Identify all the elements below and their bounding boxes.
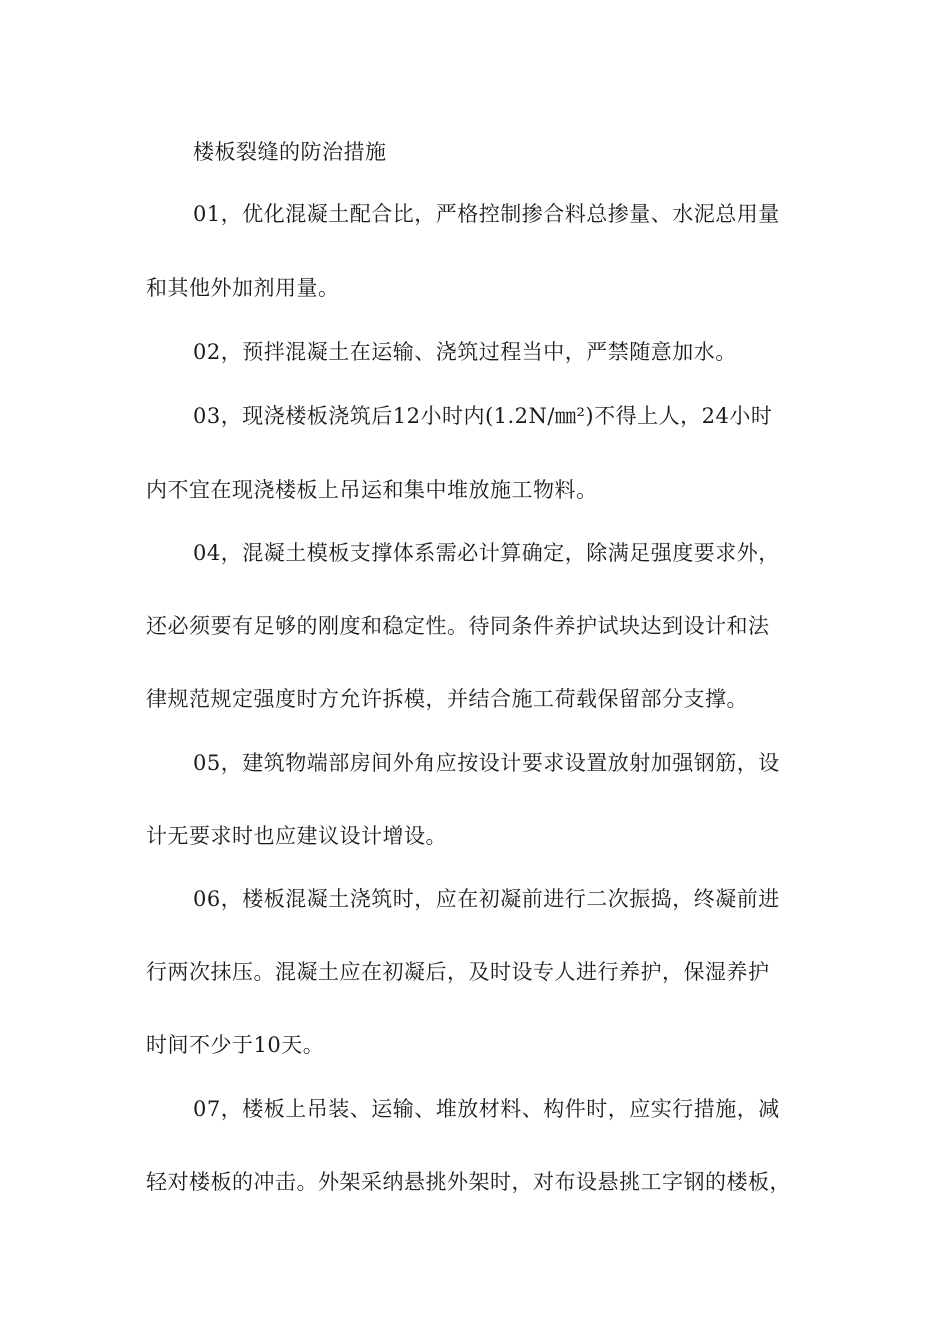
paragraph-line: 行两次抹压。混凝土应在初凝后，及时设专人进行养护，保湿养护 bbox=[146, 960, 770, 984]
paragraph-line: 01，优化混凝土配合比，严格控制掺合料总掺量、水泥总用量 bbox=[193, 202, 780, 226]
paragraph-line: 03，现浇楼板浇筑后12小时内(1.2N/㎜²)不得上人，24小时 bbox=[193, 404, 773, 428]
paragraph-line: 05，建筑物端部房间外角应按设计要求设置放射加强钢筋，设 bbox=[193, 751, 780, 775]
paragraph-line: 04，混凝土模板支撑体系需必计算确定，除满足强度要求外， bbox=[193, 541, 780, 565]
paragraph-line: 轻对楼板的冲击。外架采纳悬挑外架时，对布设悬挑工字钢的楼板， bbox=[146, 1170, 791, 1194]
paragraph-line: 内不宜在现浇楼板上吊运和集中堆放施工物料。 bbox=[146, 478, 598, 502]
paragraph-line: 还必须要有足够的刚度和稳定性。待同条件养护试块达到设计和法 bbox=[146, 614, 770, 638]
paragraph-line: 律规范规定强度时方允许拆模，并结合施工荷载保留部分支撑。 bbox=[146, 687, 748, 711]
paragraph-line: 07，楼板上吊装、运输、堆放材料、构件时，应实行措施，减 bbox=[193, 1097, 780, 1121]
paragraph-line: 和其他外加剂用量。 bbox=[146, 276, 340, 300]
paragraph-line: 02，预拌混凝土在运输、浇筑过程当中，严禁随意加水。 bbox=[193, 340, 737, 364]
paragraph-line: 计无要求时也应建议设计增设。 bbox=[146, 824, 447, 848]
paragraph-line: 06，楼板混凝土浇筑时，应在初凝前进行二次振捣，终凝前进 bbox=[193, 887, 780, 911]
document-title: 楼板裂缝的防治措施 bbox=[193, 140, 387, 164]
paragraph-line: 时间不少于10天。 bbox=[146, 1033, 325, 1057]
